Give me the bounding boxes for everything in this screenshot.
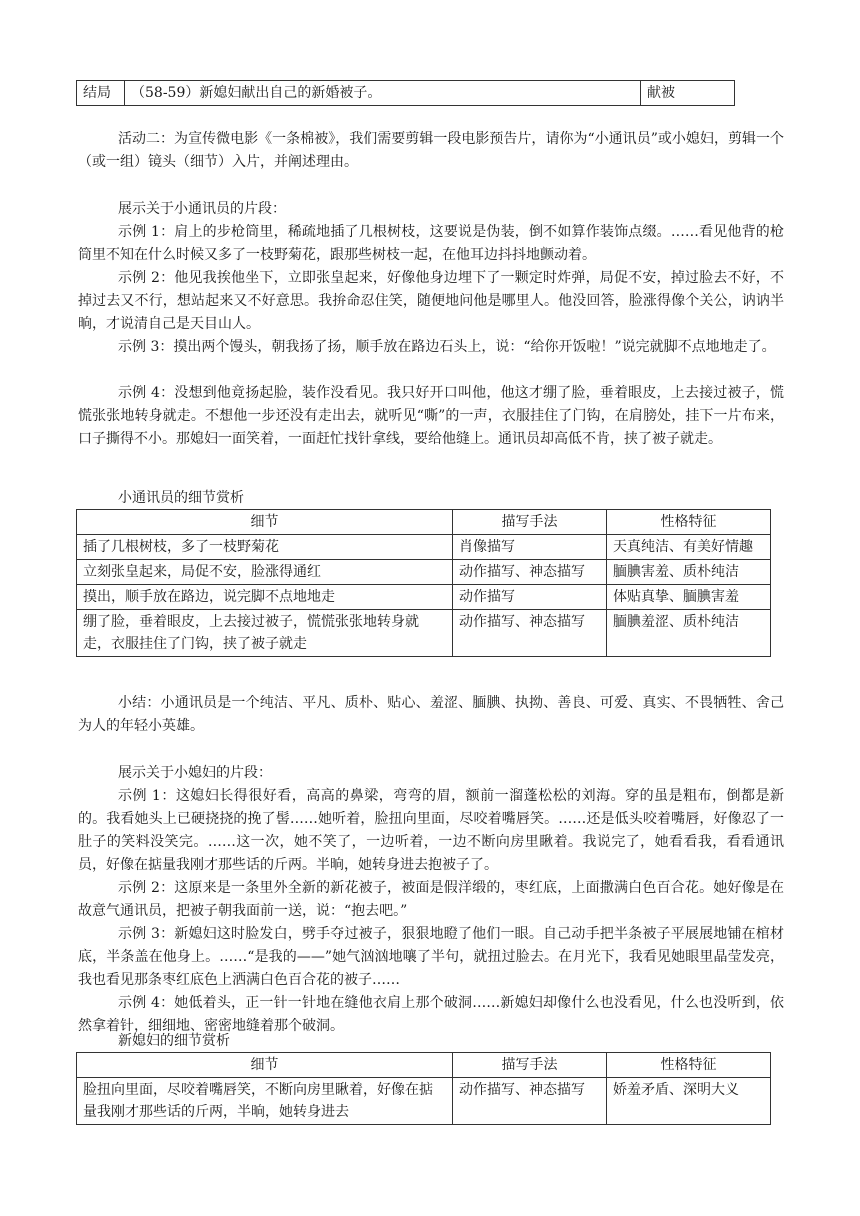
section-heading-bride: 展示关于小媳妇的片段： — [118, 765, 272, 781]
example-paragraph: 示例 1：肩上的步枪筒里，稀疏地插了几根树枝，这要说是伪装，倒不如算作装饰点缀。……看见他背的枪筒里不知在什么时候又多了一枝野菊花，跟那些树枝一起，在他耳边抖抖地颤动着。 — [78, 224, 784, 263]
table-cell: （58-59）新媳妇献出自己的新婚被子。 — [125, 81, 641, 106]
table-row — [77, 585, 771, 610]
column-header: 性格特征 — [607, 1053, 771, 1078]
table-cell: 插了几根树枝，多了一枝野菊花 — [77, 535, 453, 560]
table-cell: 肖像描写 — [453, 535, 607, 560]
bride-detail-table — [76, 1052, 771, 1125]
table-row — [77, 535, 771, 560]
messenger-detail-table — [76, 509, 771, 657]
table-caption: 新媳妇的细节赏析 — [118, 1033, 230, 1049]
table-cell: 娇羞矛盾、深明大义 — [607, 1078, 771, 1125]
section-heading-messenger: 展示关于小通讯员的片段： — [118, 201, 286, 217]
table-cell: 动作描写、神态描写 — [453, 1078, 607, 1125]
table-cell: 腼腆羞涩、质朴纯洁 — [607, 610, 771, 657]
example-paragraph: 示例 4：没想到他竟扬起脸，装作没看见。我只好开口叫他，他这才绷了脸，垂着眼皮，上去接过被子，慌慌张张地转身就走。不想他一步还没有走出去，就听见“嘶”的一声，衣服挂住了门钩，在肩膀处，挂下一片布来，口子撕得不小。那媳妇一面笑着，一面赶忙找针拿线，要给他缝上。通讯员却高低不肯，挟了被子就走。 — [78, 385, 784, 447]
plot-table-ending-row — [76, 80, 735, 106]
table-row — [77, 610, 771, 657]
table-header-row — [77, 1053, 771, 1078]
table-cell: 体贴真挚、腼腆害羞 — [607, 585, 771, 610]
table-cell: 结局 — [77, 81, 125, 106]
summary-paragraph: 小结：小通讯员是一个纯洁、平凡、质朴、贴心、羞涩、腼腆、执拗、善良、可爱、真实、不畏牺牲、舍己为人的年轻小英雄。 — [78, 695, 784, 734]
table-cell: 动作描写、神态描写 — [453, 610, 607, 657]
table-cell: 动作描写 — [453, 585, 607, 610]
column-header: 描写手法 — [453, 1053, 607, 1078]
column-header: 细节 — [77, 1053, 453, 1078]
table-cell: 立刻张皇起来，局促不安，脸涨得通红 — [77, 560, 453, 585]
table-cell: 天真纯洁、有美好情趣 — [607, 535, 771, 560]
example-paragraph: 示例 3：摸出两个馒头，朝我扬了扬，顺手放在路边石头上，说：“给你开饭啦！”说完就脚不点地地走了。 — [118, 339, 776, 355]
table-cell: 动作描写、神态描写 — [453, 560, 607, 585]
table-cell: 献被 — [641, 81, 735, 106]
table-header-row — [77, 510, 771, 535]
table-cell: 绷了脸，垂着眼皮，上去接过被子，慌慌张张地转身就走，衣服挂住了门钩，挟了被子就走 — [77, 610, 453, 657]
table-row — [77, 1078, 771, 1125]
column-header: 细节 — [77, 510, 453, 535]
column-header: 性格特征 — [607, 510, 771, 535]
example-paragraph: 示例 1：这媳妇长得很好看，高高的鼻梁，弯弯的眉，额前一溜蓬松松的刘海。穿的虽是粗布，倒都是新的。我看她头上已硬挠挠的挽了髻……她听着，脸扭向里面，尽咬着嘴唇笑。……还是低头咬着嘴唇，好像忍了一肚子的笑料没笑完。……这一次，她不笑了，一边听着，一边不断向房里瞅着。我说完了，她看看我，看看通讯员，好像在掂量我刚才那些话的斤两。半晌，她转身进去抱被子了。 — [78, 788, 784, 873]
example-paragraph: 示例 2：这原来是一条里外全新的新花被子，被面是假洋缎的，枣红底，上面撒满白色百合花。她好像是在故意气通讯员，把被子朝我面前一送，说：“抱去吧。” — [78, 880, 784, 919]
table-row — [77, 81, 735, 106]
column-header: 描写手法 — [453, 510, 607, 535]
table-caption: 小通讯员的细节赏析 — [118, 490, 244, 506]
table-cell: 腼腆害羞、质朴纯洁 — [607, 560, 771, 585]
example-paragraph: 示例 4：她低着头，正一针一针地在缝他衣肩上那个破洞……新媳妇却像什么也没看见，什么也没听到，依然拿着针，细细地、密密地缝着那个破洞。 — [78, 995, 784, 1034]
table-row — [77, 560, 771, 585]
activity-two-paragraph: 活动二：为宣传微电影《一条棉被》，我们需要剪辑一段电影预告片，请你为“小通讯员”或小媳妇，剪辑一个（或一组）镜头（细节）入片，并阐述理由。 — [78, 131, 784, 170]
table-cell: 脸扭向里面，尽咬着嘴唇笑，不断向房里瞅着，好像在掂量我刚才那些话的斤两，半晌，她转身进去 — [77, 1078, 453, 1125]
example-paragraph: 示例 3：新媳妇这时脸发白，劈手夺过被子，狠狠地瞪了他们一眼。自己动手把半条被子平展展地铺在棺材底，半条盖在他身上。……“是我的——”她气汹汹地嚷了半句，就扭过脸去。在月光下，我看见她眼里晶莹发亮，我也看见那条枣红底色上洒满白色百合花的被子…… — [78, 926, 784, 988]
table-cell: 摸出，顺手放在路边，说完脚不点地地走 — [77, 585, 453, 610]
example-paragraph: 示例 2：他见我挨他坐下，立即张皇起来，好像他身边埋下了一颗定时炸弹，局促不安，掉过脸去不好，不掉过去又不行，想站起来又不好意思。我拚命忍住笑，随便地问他是哪里人。他没回答，脸涨得像个关公，讷讷半晌，才说清自己是天目山人。 — [78, 270, 784, 332]
